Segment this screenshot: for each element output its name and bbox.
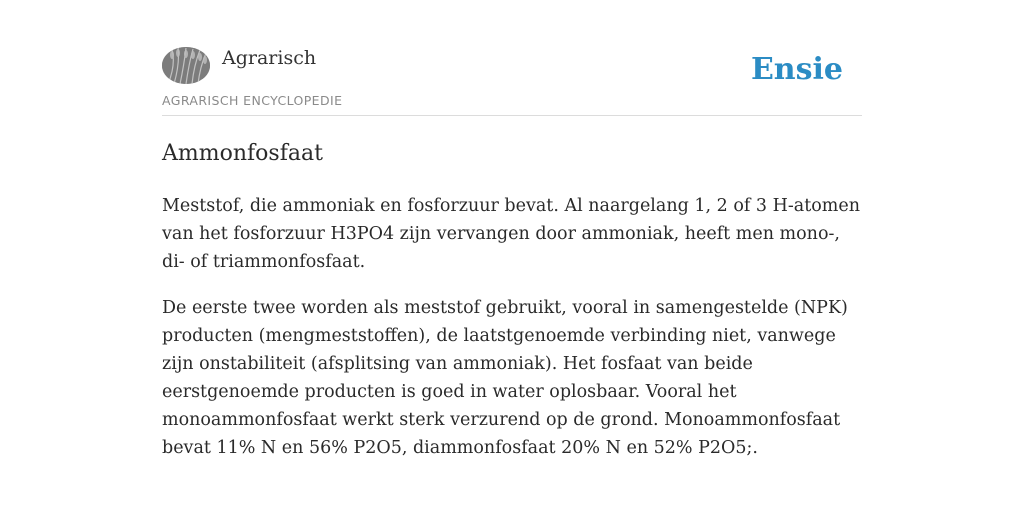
wheat-icon[interactable]: [162, 47, 210, 84]
brand-logo[interactable]: Ensie: [750, 52, 843, 87]
article-paragraph: De eerste twee worden als meststof gebruikt, vooral in samengestelde (NPK) producten (mengmeststoffen), de laatstgenoemde verbinding niet, vanwege zijn onstabiliteit (afsplitsing van ammoniak). Het fosfaat van beide eerstgenoemde producten is goed in water oplosbaar. Vooral het monoammonfosfaat werkt sterk verzurend op de grond. Monoammonfosfaat bevat 11% N en 56% P2O5, diammonfosfaat 20% N en 52% P2O5;.: [162, 298, 848, 458]
source-subtitle: AGRARISCH ENCYCLOPEDIE: [162, 93, 343, 108]
article-paragraph: Meststof, die ammoniak en fosforzuur bevat. Al naargelang 1, 2 of 3 H-atomen van het fosforzuur H3PO4 zijn vervangen door ammoniak, heeft men mono-, di- of triammonfosfaat.: [162, 196, 861, 272]
source-name[interactable]: Agrarisch: [222, 47, 317, 69]
article-body: [162, 192, 862, 480]
article-title: Ammonfosfaat: [162, 141, 323, 166]
page: [162, 0, 862, 458]
header: [162, 0, 862, 116]
